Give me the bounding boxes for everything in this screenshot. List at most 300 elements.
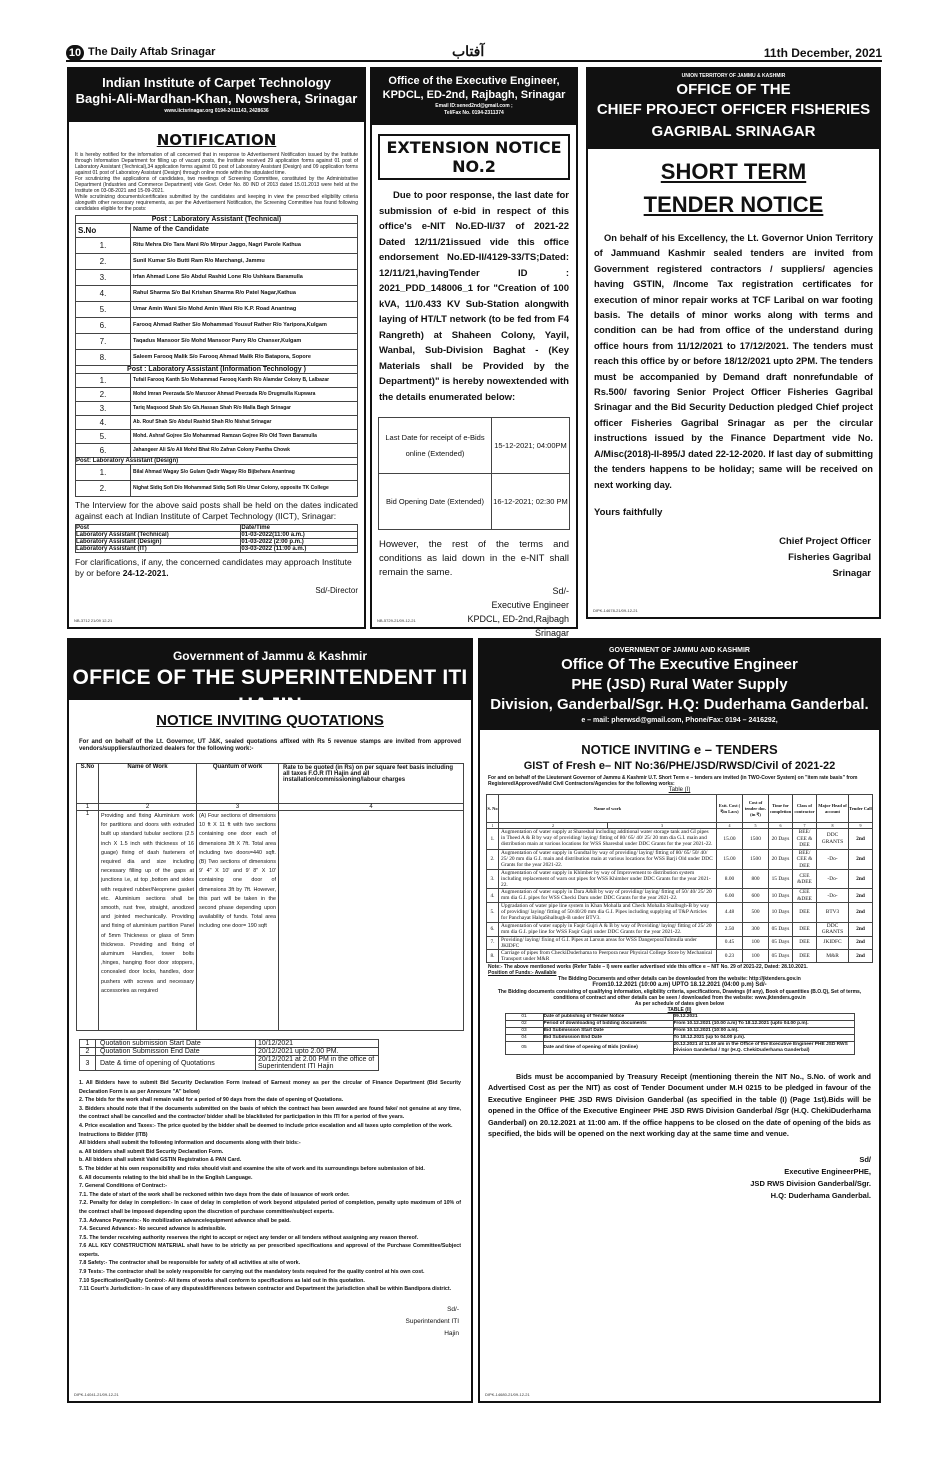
phe-cell-w: Carriage of pipes from CheckiDuderhama to Peerpora near Physical College Store by Mechanical Transport under M&R xyxy=(499,949,717,962)
iti-d3-value: 20/12/2021 at 2.00 PM in the office of Superintendent ITI Hajin xyxy=(256,1056,379,1071)
phe-tender-ad xyxy=(478,638,881,1403)
phe-work-row xyxy=(487,936,873,949)
phe-cell-w: Augmentation of water supply in Faqir Gujri A & B by way of Providing/ laying/ fitting of 25/ 20 mm dia G.I. pipe line for WSS Faqir Gujri under DDC Grants for the year 2021-22. xyxy=(499,922,717,936)
phe-col-number: 3 xyxy=(607,823,716,829)
candidate-sno: 2. xyxy=(76,388,131,402)
iti-sd: Sd/- xyxy=(447,1305,459,1313)
phe-cell-t: 15 Days xyxy=(769,870,793,889)
iti-term: 4. Price escalation and Taxes:- The price quoted by the bidder shall be deemed to include price escalation and all taxes upto completion of the work. xyxy=(79,1122,453,1129)
phe-cell-n: 4. xyxy=(487,889,499,903)
fisheries-ref: DIPK-14678-21/09-12-21 xyxy=(593,608,638,613)
phe-cell-c: 0.23 xyxy=(717,949,743,962)
phe-cell-c: 2.50 xyxy=(717,922,743,936)
iict-interview-text: The Interview for the above said posts shall be held on the dates indicated against each at Indian Institute of Carpet Technology (IICT), Srinagar: xyxy=(75,500,358,521)
kpdcl-sign-office: KPDCL, ED-2nd,Rajbagh xyxy=(467,614,569,624)
candidate-sno: 8. xyxy=(76,350,131,366)
phe-table2-label: TABLE (II) xyxy=(667,1006,692,1013)
iti-sno: 1 xyxy=(77,811,99,1031)
phe-cell-tc: 2nd xyxy=(849,849,873,870)
phe-cell-c: 15.00 xyxy=(717,829,743,850)
fisheries-yours: Yours faithfully xyxy=(594,506,663,518)
phe-col-header: Estt. Cost ( ₹in Lacs) xyxy=(717,795,743,823)
phe-cell-w: Providing/ laying/ fixing of G.I. Pipes at Larsun areas for WSS DangerporaTulmulla under JKIDFC xyxy=(499,936,717,949)
iti-d2-label: Quotation Submission End Date xyxy=(96,1048,256,1056)
candidate-row xyxy=(76,270,358,286)
clarification-date: 24-12-2021. xyxy=(122,568,169,578)
phe-col-header: S. No xyxy=(487,795,499,823)
candidate-name: Mohd Imran Peerzada S/o Manzoor Ahmad Peerzada R/o Drugmulla Kupwara xyxy=(131,388,358,402)
iti-rate-cell xyxy=(279,811,464,1031)
iict-ref: NB-3712 21/09 12-21 xyxy=(74,618,113,623)
phe-sd: Sd/ xyxy=(859,1154,871,1164)
kpdcl-title: Office of the Executive Engineer, xyxy=(388,75,560,87)
sno-header: S.No xyxy=(76,224,131,238)
fisheries-notice-title-2: TENDER NOTICE xyxy=(643,192,824,217)
iti-term: All bidders shall submit the following information and documents along with their bids:- xyxy=(79,1140,301,1147)
iti-banner xyxy=(69,640,471,717)
phe-col-number: 6 xyxy=(769,823,793,829)
phe-cell-m: DDC GRANTS xyxy=(817,922,849,936)
phe-cell-c: 8.00 xyxy=(717,870,743,889)
candidate-row xyxy=(76,286,358,302)
phe-sched-no: 03 xyxy=(505,1027,543,1034)
candidate-sno: 5. xyxy=(76,430,131,444)
iti-term: 7. General Conditions of Contract:- xyxy=(79,1183,167,1190)
phe-cell-tc: 2nd xyxy=(849,903,873,922)
fisheries-title-2: CHIEF PROJECT OFFICER FISHERIES xyxy=(596,101,871,118)
phe-cell-m: JKIDFC xyxy=(817,936,849,949)
iti-notice-title: NOTICE INVITING QUOTATIONS xyxy=(156,712,384,729)
iti-n2: 2 xyxy=(99,804,197,811)
phe-work-row xyxy=(487,870,873,889)
phe-cell-tc: 2nd xyxy=(849,922,873,936)
phe-cell-w: Augmentation of water supply at Sharesbal including additional water storage tank and GI pipes in Theed A & B by way of providing/ laying/ fitting of 80/ 65/ 40/ 25/ 20 mm dia G.I. main and distribution main at various locations for WSS Sharesbal under DDC Grants for the year 2021-22. xyxy=(499,829,717,850)
newspaper-name: The Daily Aftab Srinagar xyxy=(88,46,216,58)
iti-h-work: Name of Work xyxy=(99,764,197,804)
phe-schedule-table xyxy=(505,1013,855,1055)
kpdcl-footer: However, the rest of the terms and conditions as laid down in the e-NIT shall remain the same. xyxy=(379,539,569,578)
phe-cell-n: 5. xyxy=(487,903,499,922)
iti-term: 7.9 Tests:- The contractor shall be solely responsible for carrying out the mandatory tests required for the quality control at his own cost. xyxy=(79,1269,425,1276)
phe-schedule-row xyxy=(505,1041,854,1054)
phe-col-header: Tender Call xyxy=(849,795,873,823)
phe-cell-d: 800 xyxy=(743,870,769,889)
fisheries-title-3: GAGRIBAL SRINAGAR xyxy=(651,123,816,140)
phe-cell-d: 500 xyxy=(743,903,769,922)
iict-schedule-table xyxy=(75,524,358,553)
iti-term: Instructions to Bidder (ITB) xyxy=(79,1131,148,1138)
phe-sched-value: From 10.12.2021 (10.00 a.m) To 18.12.2021 (upto 04.00 p.m). xyxy=(673,1020,854,1027)
phe-cell-t: 10 Days xyxy=(769,889,793,903)
phe-sched-label: Date of publishing of Tender Notice xyxy=(543,1013,673,1020)
candidate-sno: 4. xyxy=(76,286,131,302)
candidate-row xyxy=(76,388,358,402)
phe-cell-w: Upgradation of water pipe line system in Khan Mohalla and Check Mohalla Shalbugh-B by way of providing/ laying/ fitting of 50/40/20 mm dia G.I. Pipes including supplying of T&P Articles for Panchayat HalqaShalbugh-B under BTV3. xyxy=(499,903,717,922)
iti-term: 6. All documents relating to the bid shall be in the English Language. xyxy=(79,1174,253,1181)
candidate-name: Tufail Farooq Kanth S/o Mohammad Farooq Kanth R/o Alamdar Colony B, Lalbazar xyxy=(131,374,358,388)
iti-n1: 1 xyxy=(77,804,99,811)
name-header: Name of the Candidate xyxy=(131,224,358,238)
candidate-sno: 3. xyxy=(76,402,131,416)
candidate-row xyxy=(76,465,358,481)
iti-term: 7.10 Specification/Quality Control:- All items of works shall conform to specifications as laid out in this quotation. xyxy=(79,1277,365,1284)
phe-schedule-row xyxy=(505,1013,854,1020)
iti-gov: Government of Jammu & Kashmir xyxy=(172,649,368,663)
phe-cell-n: 1. xyxy=(487,829,499,850)
iti-d1n: 1 xyxy=(80,1040,96,1048)
iti-intro: For and on behalf of the Lt. Governor, UT J&K, sealed quotations affixed with Rs 5 revenue stamps are invited from approved vendors/suppliers/authorized dealers for the following work:- xyxy=(79,739,461,752)
iict-clarification xyxy=(75,557,358,579)
phe-cell-c: 6.00 xyxy=(717,889,743,903)
phe-cell-tc: 2nd xyxy=(849,829,873,850)
phe-cell-tc: 2nd xyxy=(849,870,873,889)
iict-candidates-table xyxy=(75,215,358,497)
candidate-name: Mohd. Ashraf Gojree S/o Mohammad Ramzan Gojree R/o Old Town Baramulla xyxy=(131,430,358,444)
phe-sched-label: Bid Submission Start Date xyxy=(543,1027,673,1034)
iict-notice-title: NOTIFICATION xyxy=(156,131,277,149)
bid-opening-value: 16-12-2021; 02:30 PM xyxy=(492,474,570,530)
iict-banner xyxy=(69,69,364,122)
phe-work-row xyxy=(487,829,873,850)
candidate-name: Umar Amin Wani S/o Mohd Amin Wani R/o K.P. Road Anantnag xyxy=(131,302,358,318)
candidate-row xyxy=(76,416,358,430)
post-it-heading: Post : Laboratory Assistant (Information Technology ) xyxy=(76,366,358,374)
fisheries-sign-office: Fisheries Gagribal xyxy=(788,551,871,563)
kpdcl-sign-place: Srinagar xyxy=(534,628,569,638)
iict-intro-3: While scrutinizing documents/certificates submitted by the candidates and keeping in view the prescribed eligibility criteria alongwith other necessary requirements, as per the Advertisement Notification, the Screening Committee has found following candidates eligible for the posts: xyxy=(75,194,358,212)
post-col-header: Post xyxy=(76,525,241,532)
iti-terms xyxy=(69,1071,471,1294)
post-design-heading: Post: Laboratory Assistant (Design) xyxy=(76,458,358,465)
phe-sched-no: 05 xyxy=(505,1041,543,1054)
newspaper-logo: آفتاب xyxy=(452,44,485,60)
phe-cell-t: 05 Days xyxy=(769,922,793,936)
iti-n4: 4 xyxy=(279,804,464,811)
candidate-row xyxy=(76,374,358,388)
fisheries-ut: UNION TERRITORY OF JAMMU & KASHMIR xyxy=(681,73,786,79)
phe-cell-cl: BEE/ CEE & DEE xyxy=(793,829,817,850)
fisheries-signature xyxy=(588,518,879,582)
phe-cell-cl: DEE xyxy=(793,949,817,962)
candidate-name: Ab. Rouf Shah S/o Abdul Rashid Shah R/o Nishat Srinagar xyxy=(131,416,358,430)
phe-footer: Bids must be accompanied by Treasury Receipt (mentioning therein the NIT No., S.No. of work and Advertised Cost as per the NIT) as cost of Tender Document under M.H 0215 to be pledged in favour of the Executive Engineer PHE JSD RWS Division Ganderbal (as specified in the table (I) (Page 1st).Bids will be opened in the Office of the Executive Engineer PHE JSD RWS Division Ganderbal /Sgr (H.Q. ChekiDuderhama Ganderbal) on 20.12.2021 at 11:00 am. If the office happens to be closed on the date of opening of the bids as specified, the bids will be opened on the next working day at the same time and venue. xyxy=(488,1071,871,1139)
schedule-row xyxy=(76,532,358,539)
kpdcl-banner xyxy=(372,69,576,125)
fisheries-banner xyxy=(588,69,879,149)
fisheries-sign-title: Chief Project Officer xyxy=(779,535,871,547)
iti-ref: DIPK-14041-21/09-12-21 xyxy=(74,1392,119,1397)
post-technical-heading: Post : Laboratory Assistant (Technical) xyxy=(76,216,358,224)
phe-cell-cl: DEE xyxy=(793,903,817,922)
phe-sched-no: 04 xyxy=(505,1034,543,1041)
iti-quotation-ad xyxy=(67,638,473,1403)
phe-gist: GIST of Fresh e– NIT No:36/PHE/JSD/RWSD/Civil of 2021-22 xyxy=(523,760,836,772)
iti-term: 7.4. Secured Advance:- No secured advance is admissible. xyxy=(79,1226,227,1233)
phe-col-number: 1 xyxy=(487,823,499,829)
phe-sched-label: Bid Submission End Date xyxy=(543,1034,673,1041)
iti-h-sno: S.No xyxy=(77,764,99,804)
iti-term: 7.8 Safety:- The contractor shall be responsible for safety of all activities at site of work. xyxy=(79,1260,301,1267)
bid-receipt-value: 15-12-2021; 04:00PM xyxy=(492,418,570,474)
schedule-date: 01-03-2022(11:00 a.m.) xyxy=(241,532,358,539)
phe-cell-w: Augmentation of water supply in Dara A&B by way of providing/ laying/ fitting of 50/ 40/ 25/ 20 mm dia G.I. pipes for WSS Checki Daru under DDC Grants for the year 2021-22. xyxy=(499,889,717,903)
phe-sched-value: From 10.12.2021 (10:00 a.m). xyxy=(673,1027,854,1034)
phe-cell-n: 8. xyxy=(487,949,499,962)
phe-cell-d: 1500 xyxy=(743,849,769,870)
phe-title-2: PHE (JSD) Rural Water Supply xyxy=(571,676,788,693)
phe-col-number: 5 xyxy=(743,823,769,829)
phe-dl-4: As per schedule of dates given below xyxy=(634,1000,725,1007)
schedule-row xyxy=(76,539,358,546)
phe-dl-3: The Bidding documents consisting of qualifying information, eligibility criteria, specifications, Drawings (if any), Book of quantities (B.O.Q), Set of terms, conditions of contract and other details can be seen / downloaded from the website: www.jktenders.gov.in xyxy=(497,988,862,1001)
phe-cell-cl: DEE xyxy=(793,922,817,936)
iti-term: 7.2. Penalty for delay in completion:- In case of delay in completion of work beyond stipulated period of completion, penalty upto maximum of 10% of the contract shall be imposed depending upon the discretion of purchase committee/subject experts. xyxy=(79,1200,461,1215)
kpdcl-sign-title: Executive Engineer xyxy=(491,600,569,610)
iict-intro-2: For scrutinizing the applications of candidates, two meetings of Screening Committee, constituted by the Administrative Department (Industries and Commerce Department) vide Govt. Order No. 80 IND of 2013 dated 15.01.2013 were held at the Institute on 03-08-2021 and 15-09-2021. xyxy=(75,176,358,194)
phe-cell-cl: DEE xyxy=(793,936,817,949)
kpdcl-signature xyxy=(372,580,576,640)
phe-cell-d: 1500 xyxy=(743,829,769,850)
fisheries-notice-title-1: SHORT TERM xyxy=(660,159,807,184)
phe-cell-t: 20 Days xyxy=(769,849,793,870)
iti-d1-value: 10/12/2021 xyxy=(256,1040,379,1048)
candidate-row xyxy=(76,302,358,318)
candidate-name: Taqadus Mansoor S/o Mohd Mansoor Parry R/o Chanser,Kulgam xyxy=(131,334,358,350)
phe-cell-n: 2. xyxy=(487,849,499,870)
kpdcl-dates-table xyxy=(378,417,570,530)
phe-sched-no: 02 xyxy=(505,1020,543,1027)
phe-cell-d: 100 xyxy=(743,936,769,949)
candidate-sno: 5. xyxy=(76,302,131,318)
candidate-row xyxy=(76,402,358,416)
bid-opening-label: Bid Opening Date (Extended) xyxy=(379,474,492,530)
iti-signature xyxy=(69,1294,471,1340)
phe-cell-w: Augmentation of water supply in Khimber by way of Improvement to distribution system including replacement of warn out pipes for WSS Khimber under DDC Grants for the year 2021-22. xyxy=(499,870,717,889)
kpdcl-body: Due to poor response, the last date for submission of e-bid in respect of this office's e-NIT No.ED-II/37 of 2021-22 Dated 12/11/21issued vide this office endorsement No.ED-II/4129-33/TS;Dated: 12/11/21,havingTender ID : 2021_PDD_148006_1 for "Creation of 100 kVA, 11/0.433 KV Sub-Station alongwith laying of HT/LT network (to be fed from F4 Rangreth) at Shaheen Colony, Yayil, Wanbal, Sub-Division Baghat - (Key Materials shall be Provided by the Department)" is hereby nowextended with the details enumerated below: xyxy=(379,190,569,403)
phe-work-row xyxy=(487,949,873,962)
phe-works-table xyxy=(486,794,873,963)
phe-work-row xyxy=(487,889,873,903)
phe-cell-cl: CEE &DEE xyxy=(793,870,817,889)
iti-term: 7.3. Advance Payments:- No mobilization advance/equipment advance shall be paid. xyxy=(79,1217,291,1224)
phe-cell-t: 20 Days xyxy=(769,829,793,850)
candidate-row xyxy=(76,481,358,497)
candidate-sno: 1. xyxy=(76,238,131,254)
schedule-row xyxy=(76,546,358,553)
iti-term: 1. All Bidders have to submit Bid Security Declaration Form instead of Earnest money as per the circular of Finance Department (Bid Security Declaration Form is as per Annexure "A" below) xyxy=(79,1080,461,1095)
phe-col-header: Class of contractor xyxy=(793,795,817,823)
schedule-post: Laboratory Assistant (Design) xyxy=(76,539,241,546)
phe-sign-office: JSD RWS Division Ganderbal/Sgr. xyxy=(750,1178,871,1188)
iti-term: 7.6 ALL KEY CONSTRUCTION MATERIAL shall have to be strictly as per prescribed specifications and approval of the Purchase Committee/Subject experts. xyxy=(79,1243,461,1258)
iti-sign-place: Hajin xyxy=(444,1329,459,1337)
iti-d3-label: Date & time of opening of Quotations xyxy=(96,1056,256,1071)
iti-d1-label: Quotation submission Start Date xyxy=(96,1040,256,1048)
candidate-row xyxy=(76,444,358,458)
iti-title: OFFICE OF THE SUPERINTENDENT ITI HAJIN xyxy=(72,666,468,717)
iti-d2-value: 20/12/2021 upto 2.00 PM. xyxy=(256,1048,379,1056)
iti-term: 7.1. The date of start of the work shall be reckoned within two days from the date of issuance of work order. xyxy=(79,1191,350,1198)
page-number: 10 xyxy=(66,45,84,61)
phe-col-number: 4 xyxy=(717,823,743,829)
phe-cell-n: 7. xyxy=(487,936,499,949)
phe-col-number: 9 xyxy=(849,823,873,829)
phe-col-header: Cost of tender doc. (in ₹) xyxy=(743,795,769,823)
phe-sched-label: Period of downloading of bidding documents xyxy=(543,1020,673,1027)
phe-col-header: Major Head of account xyxy=(817,795,849,823)
phe-cell-n: 3. xyxy=(487,870,499,889)
candidate-row xyxy=(76,430,358,444)
phe-sched-value: 09.12.2021 xyxy=(673,1013,854,1020)
candidate-name: Jahangeer Ali S/o Ali Mohd Bhat R/o Zafran Colony Pantha Chowk xyxy=(131,444,358,458)
phe-cell-t: 05 Days xyxy=(769,936,793,949)
iict-contact: www.iictsrinagar.org 0194-2411143, 2428636 xyxy=(164,108,269,114)
iti-d3n: 3 xyxy=(80,1056,96,1071)
fisheries-title-1: OFFICE OF THE xyxy=(676,81,791,98)
iti-d2n: 2 xyxy=(80,1048,96,1056)
candidate-name: Sunil Kumar S/o Butti Ram R/o Marchangi, Jammu xyxy=(131,254,358,270)
iti-dates-table xyxy=(79,1039,379,1071)
phe-cell-m: -Do- xyxy=(817,849,849,870)
iti-term: b. All bidders shall submit Valid GSTIN Registration & PAN Card. xyxy=(79,1157,242,1164)
phe-work-row xyxy=(487,922,873,936)
candidate-name: Farooq Ahmad Rather S/o Mohammad Yousuf Rather R/o Yaripora,Kulgam xyxy=(131,318,358,334)
iti-sign-title: Superintendent ITI xyxy=(405,1317,459,1325)
phe-cell-m: M&R xyxy=(817,949,849,962)
iti-term: 7.5. The tender receiving authority reserves the right to accept or reject any tender or all tenders without assigning any reason thereof. xyxy=(79,1234,419,1241)
candidate-name: Irfan Ahmad Lone S/o Abdul Rashid Lone R/o Ushkara Baramulla xyxy=(131,270,358,286)
candidate-sno: 1. xyxy=(76,374,131,388)
phe-cell-t: 05 Days xyxy=(769,949,793,962)
iti-term: 7.11 Court's Jurisdiction:- In case of any disputes/differences between contractor and Department the jurisdiction shall be within Bandipora district. xyxy=(79,1286,452,1293)
candidate-name: Rahul Sharma S/o Bal Krishan Sharma R/o Patel Nagar,Kathua xyxy=(131,286,358,302)
iti-term: 2. The bids for the work shall remain valid for a period of 90 days from the date of opening of Quotations. xyxy=(79,1097,344,1104)
phe-sched-value: To 18.12.2021 (up to 04.00 p.m). xyxy=(673,1034,854,1041)
iti-h-qty: Quantum of work xyxy=(197,764,279,804)
phe-work-row xyxy=(487,849,873,870)
candidate-row xyxy=(76,318,358,334)
candidate-row xyxy=(76,350,358,366)
candidate-name: Nighat Sidiq Sofi D/o Mohammad Sidiq Sofi R/o Umar Colony, opposite TK College xyxy=(131,481,358,497)
kpdcl-sd: Sd/- xyxy=(552,586,569,596)
kpdcl-email: Email ID:sened2nd@gmail.com ; xyxy=(435,103,513,109)
phe-cell-d: 100 xyxy=(743,949,769,962)
phe-cell-n: 6. xyxy=(487,922,499,936)
phe-cell-c: 0.45 xyxy=(717,936,743,949)
phe-email: e – mail: pherwsd@gmail.com, Phone/Fax: 0194 – 2416292, xyxy=(581,717,778,724)
phe-cell-t: 10 Days xyxy=(769,903,793,922)
phe-sched-value: 20.12.2021 at 11.00 am in the Office of the Executive Engineer PHE JSD RWS Division Ganderbal / Sgr (H.Q. ChekiDuderhama Ganderbal) xyxy=(673,1041,854,1054)
phe-cell-tc: 2nd xyxy=(849,889,873,903)
phe-col-header: Name of work xyxy=(499,795,717,823)
kpdcl-subtitle: KPDCL, ED-2nd, Rajbagh, Srinagar xyxy=(382,89,566,101)
phe-cell-tc: 2nd xyxy=(849,949,873,962)
iict-title: Indian Institute of Carpet Technology xyxy=(102,75,331,90)
phe-dl-2: From10.12.2021 (10:00 a.m) UPTO 18.12.2021 (04:00 p.m) Sd/- xyxy=(592,981,767,988)
phe-note: Note:- The above mentioned works (Refer Table – I) were earlier advertised vide this office e – NIT No. 29 of 2021-22, Dated: 28.10.2021. xyxy=(488,963,808,970)
phe-work-row xyxy=(487,903,873,922)
date-col-header: Date/Time xyxy=(241,525,358,532)
issue-date: 11th December, 2021 xyxy=(763,46,882,60)
fisheries-sign-place: Srinagar xyxy=(832,567,871,579)
candidate-name: Saleem Farooq Malik S/o Farooq Ahmad Malik R/o Batapora, Sopore xyxy=(131,350,358,366)
iti-work-desc: Providing and fixing Aluminium work for partitions and doors with extruded built up standard tubular sections (2.5 inch X 1.5 inch with thickness of 16 guage) fixing of dash fasteners of required dia and size including necessary filling up of the gaps at junctions i.e, at top ,bottom and sides with required rubber/Neoprene gasket etc. Aluminium sections shall be smooth, rust free, straight, anodized and jointed mechanically. Providing and fixing of aluminium partition Panel of 5mm Thickness or glass of 5mm thickness. Providing and fixing of aluminum Handles, tower bolts ,hinges, hanging floor door stoppers, concealed door locks, handles, door pushers with screws and necessary accessories as required xyxy=(99,811,197,1031)
schedule-post: Laboratory Assistant (IT) xyxy=(76,546,241,553)
candidate-name: Ritu Mehra D/o Tara Mani R/o Mirpur Jaggo, Nagri Parole Kathua xyxy=(131,238,358,254)
phe-cell-cl: CEE &DEE xyxy=(793,889,817,903)
phe-table-label: Table (I) xyxy=(668,787,691,793)
phe-signature xyxy=(480,1140,879,1202)
kpdcl-tel: Tel/Fax No. 0194-2311374 xyxy=(444,110,504,116)
iti-work-table xyxy=(76,763,464,1031)
phe-schedule-row xyxy=(505,1027,854,1034)
phe-cell-d: 600 xyxy=(743,889,769,903)
phe-title-3: Division, Ganderbal/Sgr. H.Q: Duderhama Ganderbal. xyxy=(490,696,869,713)
phe-schedule-row xyxy=(505,1034,854,1041)
kpdcl-ref: NB-5729-21/09-12-21 xyxy=(377,618,416,623)
phe-notice-title: NOTICE INVITING e – TENDERS xyxy=(581,742,778,757)
phe-sign-place: H.Q: Duderhama Ganderbal. xyxy=(770,1190,871,1200)
candidate-sno: 2. xyxy=(76,254,131,270)
iict-address: Baghi-Ali-Mardhan-Khan, Nowshera, Srinagar xyxy=(75,91,358,106)
phe-ref: DIPK-14680-21/09-12-21 xyxy=(485,1392,530,1397)
iti-n3: 3 xyxy=(197,804,279,811)
candidate-sno: 4. xyxy=(76,416,131,430)
phe-cell-m: BTV3 xyxy=(817,903,849,922)
phe-cell-m: DDC GRANTS xyxy=(817,829,849,850)
phe-cell-m: -Do- xyxy=(817,870,849,889)
candidate-sno: 1. xyxy=(76,465,131,481)
phe-cell-c: 4.48 xyxy=(717,903,743,922)
iti-term: a. All bidders shall submit Bid Security Declaration Form. xyxy=(79,1148,224,1155)
candidate-name: Tariq Maqsood Shah S/o Gh.Hassan Shah R/o Malla Bagh Srinagar xyxy=(131,402,358,416)
candidate-sno: 6. xyxy=(76,444,131,458)
fisheries-tender-ad xyxy=(586,67,881,619)
phe-schedule-row xyxy=(505,1020,854,1027)
phe-banner xyxy=(480,640,879,730)
iti-work-qty: (A) Four sections of dimensions 10 ft X 11 ft with two sections containing one door each of dimensions 3ft X 7ft. Total area including two doors=440 sqft. (B) Two sections of dimensions 9' 4" X 10' and 9' 8" X 10' containing one door of dimensions 3ft by 7ft. However, this part will be taken in the second phase depending upon availability of funds. Total area including one door= 190 sqft xyxy=(197,811,279,1031)
candidate-name: Bilal Ahmad Wagay S/o Gulam Qadir Wagay R/o Bijbehara Anantnag xyxy=(131,465,358,481)
phe-cell-w: Augmentation of water supply in Gundtal by way of providing/ laying/ fitting of 80/ 65/ 50/ 40/ 25/ 20 mm dia G.I. main and distribution main at various locations for WSS Barji Old under DDC Grants for the year 2021-22. xyxy=(499,849,717,870)
iti-term: 3. Bidders should note that if the documents submitted on the basis of which the contract has been awarded are found fake/ not genuine at any time, the contract shall be cancelled and the contractor/ bidder shall be blacklisted for participation in this ITI for a period of five years. xyxy=(79,1105,461,1121)
kpdcl-notice-title: EXTENSION NOTICE NO.2 xyxy=(378,134,570,180)
fisheries-body: On behalf of his Excellency, the Lt. Governor Union Territory of Jammuand Kashmir sealed tenders are invited from Government registered contractors / suppliers/ agencies having GSTIN, /Income Tax registration certificates for execution of minor repair works at TCF Laribal on war footing basis. The details of minor works along with terms and condition can be had from office of the understand during office hours from 11/12/2021 to 17/12/2021. The tenders must reach this office by or before 18/12/2021 upto 2PM. The tenders must be accompanied by Demand draft nonrefundable of Rs.500/ favoring Senior Project Officer Fisheries Gagribal Srinagar and the Bid Security Deduction pledged Chief project officer Fisheries Gagribal Srinagar as per the circular instructions issued by the Finance Department vide No. A/Misc(2018)-II-895/J dated 22-12-2020. If last day of submitting the tenders happens to be holiday; same will be received on next working day. xyxy=(594,233,873,490)
iti-h-rate: Rate to be quoted (in Rs) on per square feet basis including all taxes F.O.R ITI Hajin and all installation/commissioning/labour charges xyxy=(279,764,464,804)
phe-title-1: Office Of The Executive Engineer xyxy=(561,656,798,673)
kpdcl-extension-ad xyxy=(370,67,578,638)
phe-gov: GOVERNMENT OF JAMMU AND KASHMIR xyxy=(609,647,750,654)
phe-cell-cl: BEE/ CEE & DEE xyxy=(793,849,817,870)
schedule-date: 03-03-2022 (11:00 a.m.) xyxy=(241,546,358,553)
phe-intro: For and on behalf of the Lieutenant Governor of Jammu & Kashmir U.T. Short Term e – tenders are invited (in TWO-Cover System) on "item rate basis" from Registered/Approved/Valid Civil Contractors/Agencies for the following works: xyxy=(488,775,858,787)
iict-signature: Sd/-Director xyxy=(315,586,358,595)
candidate-sno: 3. xyxy=(76,270,131,286)
phe-cell-d: 300 xyxy=(743,922,769,936)
clarification-text: For clarifications, if any, the concerned candidates may approach Institute by or before xyxy=(75,557,352,578)
candidate-row xyxy=(76,238,358,254)
phe-dl-1: The Bidding Documents and other details can be downloaded from the website: http://jktenders.gov.in xyxy=(558,975,801,982)
candidate-sno: 2. xyxy=(76,481,131,497)
phe-funds: Position of Funds:- Available xyxy=(488,969,557,976)
phe-sched-label: Date and time of opening of Bids (Online) xyxy=(543,1041,673,1054)
schedule-date: 01-03-2022 (2:00 p.m.) xyxy=(241,539,358,546)
phe-col-number: 7 xyxy=(793,823,817,829)
phe-cell-m: -Do- xyxy=(817,889,849,903)
candidate-sno: 6. xyxy=(76,318,131,334)
candidate-row xyxy=(76,254,358,270)
candidate-row xyxy=(76,334,358,350)
phe-col-number: 2 xyxy=(499,823,608,829)
